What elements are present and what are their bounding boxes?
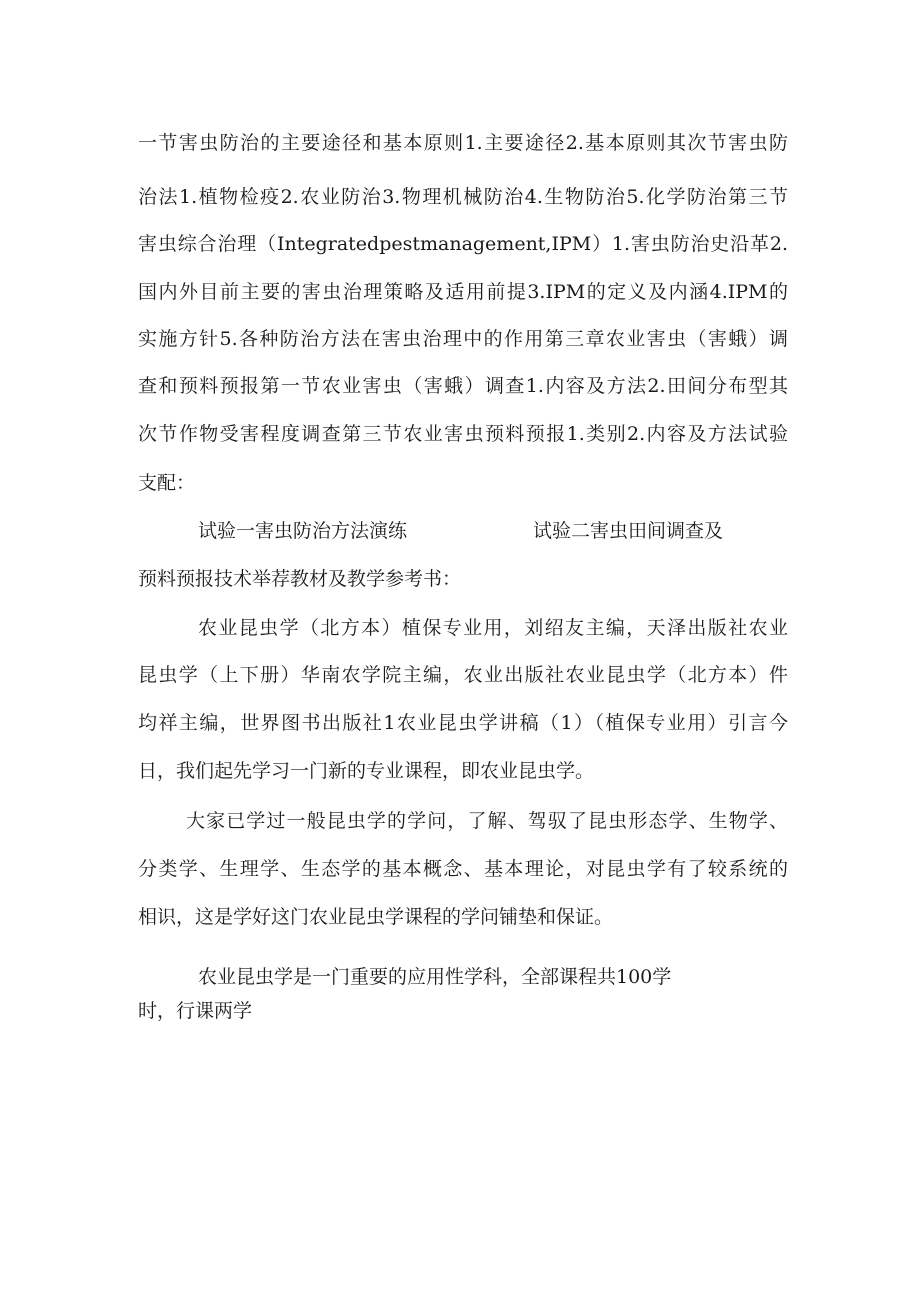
text-line: 分类学、生理学、生态学的基本概念、基本理论，对昆虫学有了较系统的	[138, 858, 788, 880]
text-line: 均祥主编，世界图书出版社1农业昆虫学讲稿（1）（植保专业用）引言今	[138, 712, 788, 734]
text-line: 大家已学过一般昆虫学的学问，了解、驾驭了昆虫形态学、生物学、	[186, 810, 788, 832]
experiment-2: 试验二害虫田间调查及	[533, 520, 724, 542]
text-line: 昆虫学（上下册）华南农学院主编，农业出版社农业昆虫学（北方本）件	[138, 664, 788, 686]
text-line: 查和预料预报第一节农业害虫（害蛾）调查1.内容及方法2.田间分布型其	[138, 375, 788, 397]
text-line: 预料预报技术举荐教材及教学参考书：	[138, 568, 462, 590]
text-line: 支配：	[138, 472, 196, 494]
text-line: 一节害虫防治的主要途径和基本原则1.主要途径2.基本原则其次节害虫防	[138, 132, 788, 154]
text-line: 治法1.植物检疫2.农业防治3.物理机械防治4.生物防治5.化学防治第三节	[138, 186, 788, 208]
text-line: 日，我们起先学习一门新的专业课程，即农业昆虫学。	[138, 760, 595, 782]
experiment-1: 试验一害虫防治方法演练	[198, 520, 408, 542]
text-line: 害虫综合治理（Integratedpestmanagement,IPM）1.害虫防治史沿革2.	[138, 233, 788, 255]
text-line: 实施方针5.各种防治方法在害虫治理中的作用第三章农业害虫（害蛾）调	[138, 328, 788, 350]
text-line: 农业昆虫学是一门重要的应用性学科，全部课程共100学	[198, 966, 672, 988]
text-line: 国内外目前主要的害虫治理策略及适用前提3.IPM的定义及内涵4.IPM的	[138, 281, 788, 303]
text-line: 时，行课两学	[138, 1000, 253, 1022]
text-line: 次节作物受害程度调查第三节农业害虫预料预报1.类别2.内容及方法试验	[138, 423, 788, 445]
text-line: 相识，这是学好这门农业昆虫学课程的学问铺垫和保证。	[138, 906, 614, 928]
text-line: 农业昆虫学（北方本）植保专业用，刘绍友主编，天泽出版社农业	[198, 617, 788, 639]
